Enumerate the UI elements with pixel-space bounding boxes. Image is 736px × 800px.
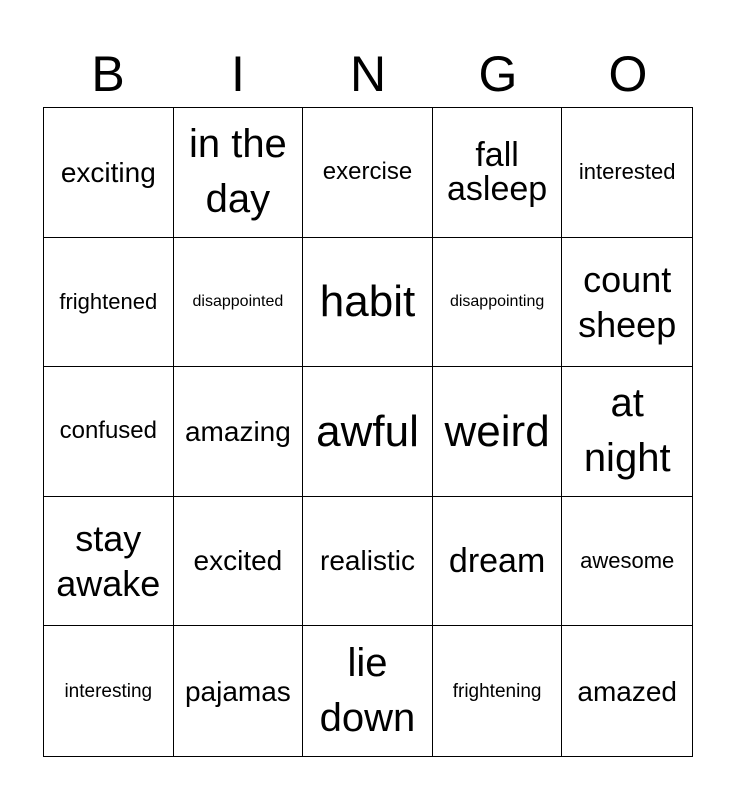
bingo-cell: interested	[562, 108, 692, 238]
bingo-cell: habit	[303, 238, 433, 368]
bingo-cell: amazing	[174, 367, 304, 497]
bingo-cell: interesting	[44, 626, 174, 756]
bingo-cell: frightened	[44, 238, 174, 368]
bingo-cell: in the day	[174, 108, 304, 238]
bingo-cell: pajamas	[174, 626, 304, 756]
bingo-cell: weird	[433, 367, 563, 497]
bingo-cell: at night	[562, 367, 692, 497]
bingo-cell: lie down	[303, 626, 433, 756]
bingo-cell: count sheep	[562, 238, 692, 368]
bingo-cell: disappointed	[174, 238, 304, 368]
bingo-cell: disappointing	[433, 238, 563, 368]
bingo-header	[43, 40, 693, 108]
bingo-cell: stay awake	[44, 497, 174, 627]
header-letter-n: N	[349, 46, 387, 102]
header-letter-i: I	[231, 46, 245, 102]
bingo-cell: amazed	[577, 675, 677, 707]
header-letter-b: B	[91, 46, 125, 102]
bingo-cell: fall asleep	[433, 108, 563, 238]
bingo-cell: awesome	[562, 497, 692, 627]
header-letter-g: G	[478, 46, 518, 102]
bingo-card	[43, 107, 693, 757]
bingo-cell: exercise	[303, 108, 433, 238]
bingo-cell: confused	[44, 367, 174, 497]
bingo-cell: frightening	[433, 626, 563, 756]
bingo-cell: exciting	[44, 108, 174, 238]
bingo-cell: awful	[303, 367, 433, 497]
header-letter-o: O	[608, 46, 648, 102]
bingo-cell: dream	[433, 497, 563, 627]
bingo-cell: excited	[174, 497, 304, 627]
bingo-cell: realistic	[303, 497, 433, 627]
